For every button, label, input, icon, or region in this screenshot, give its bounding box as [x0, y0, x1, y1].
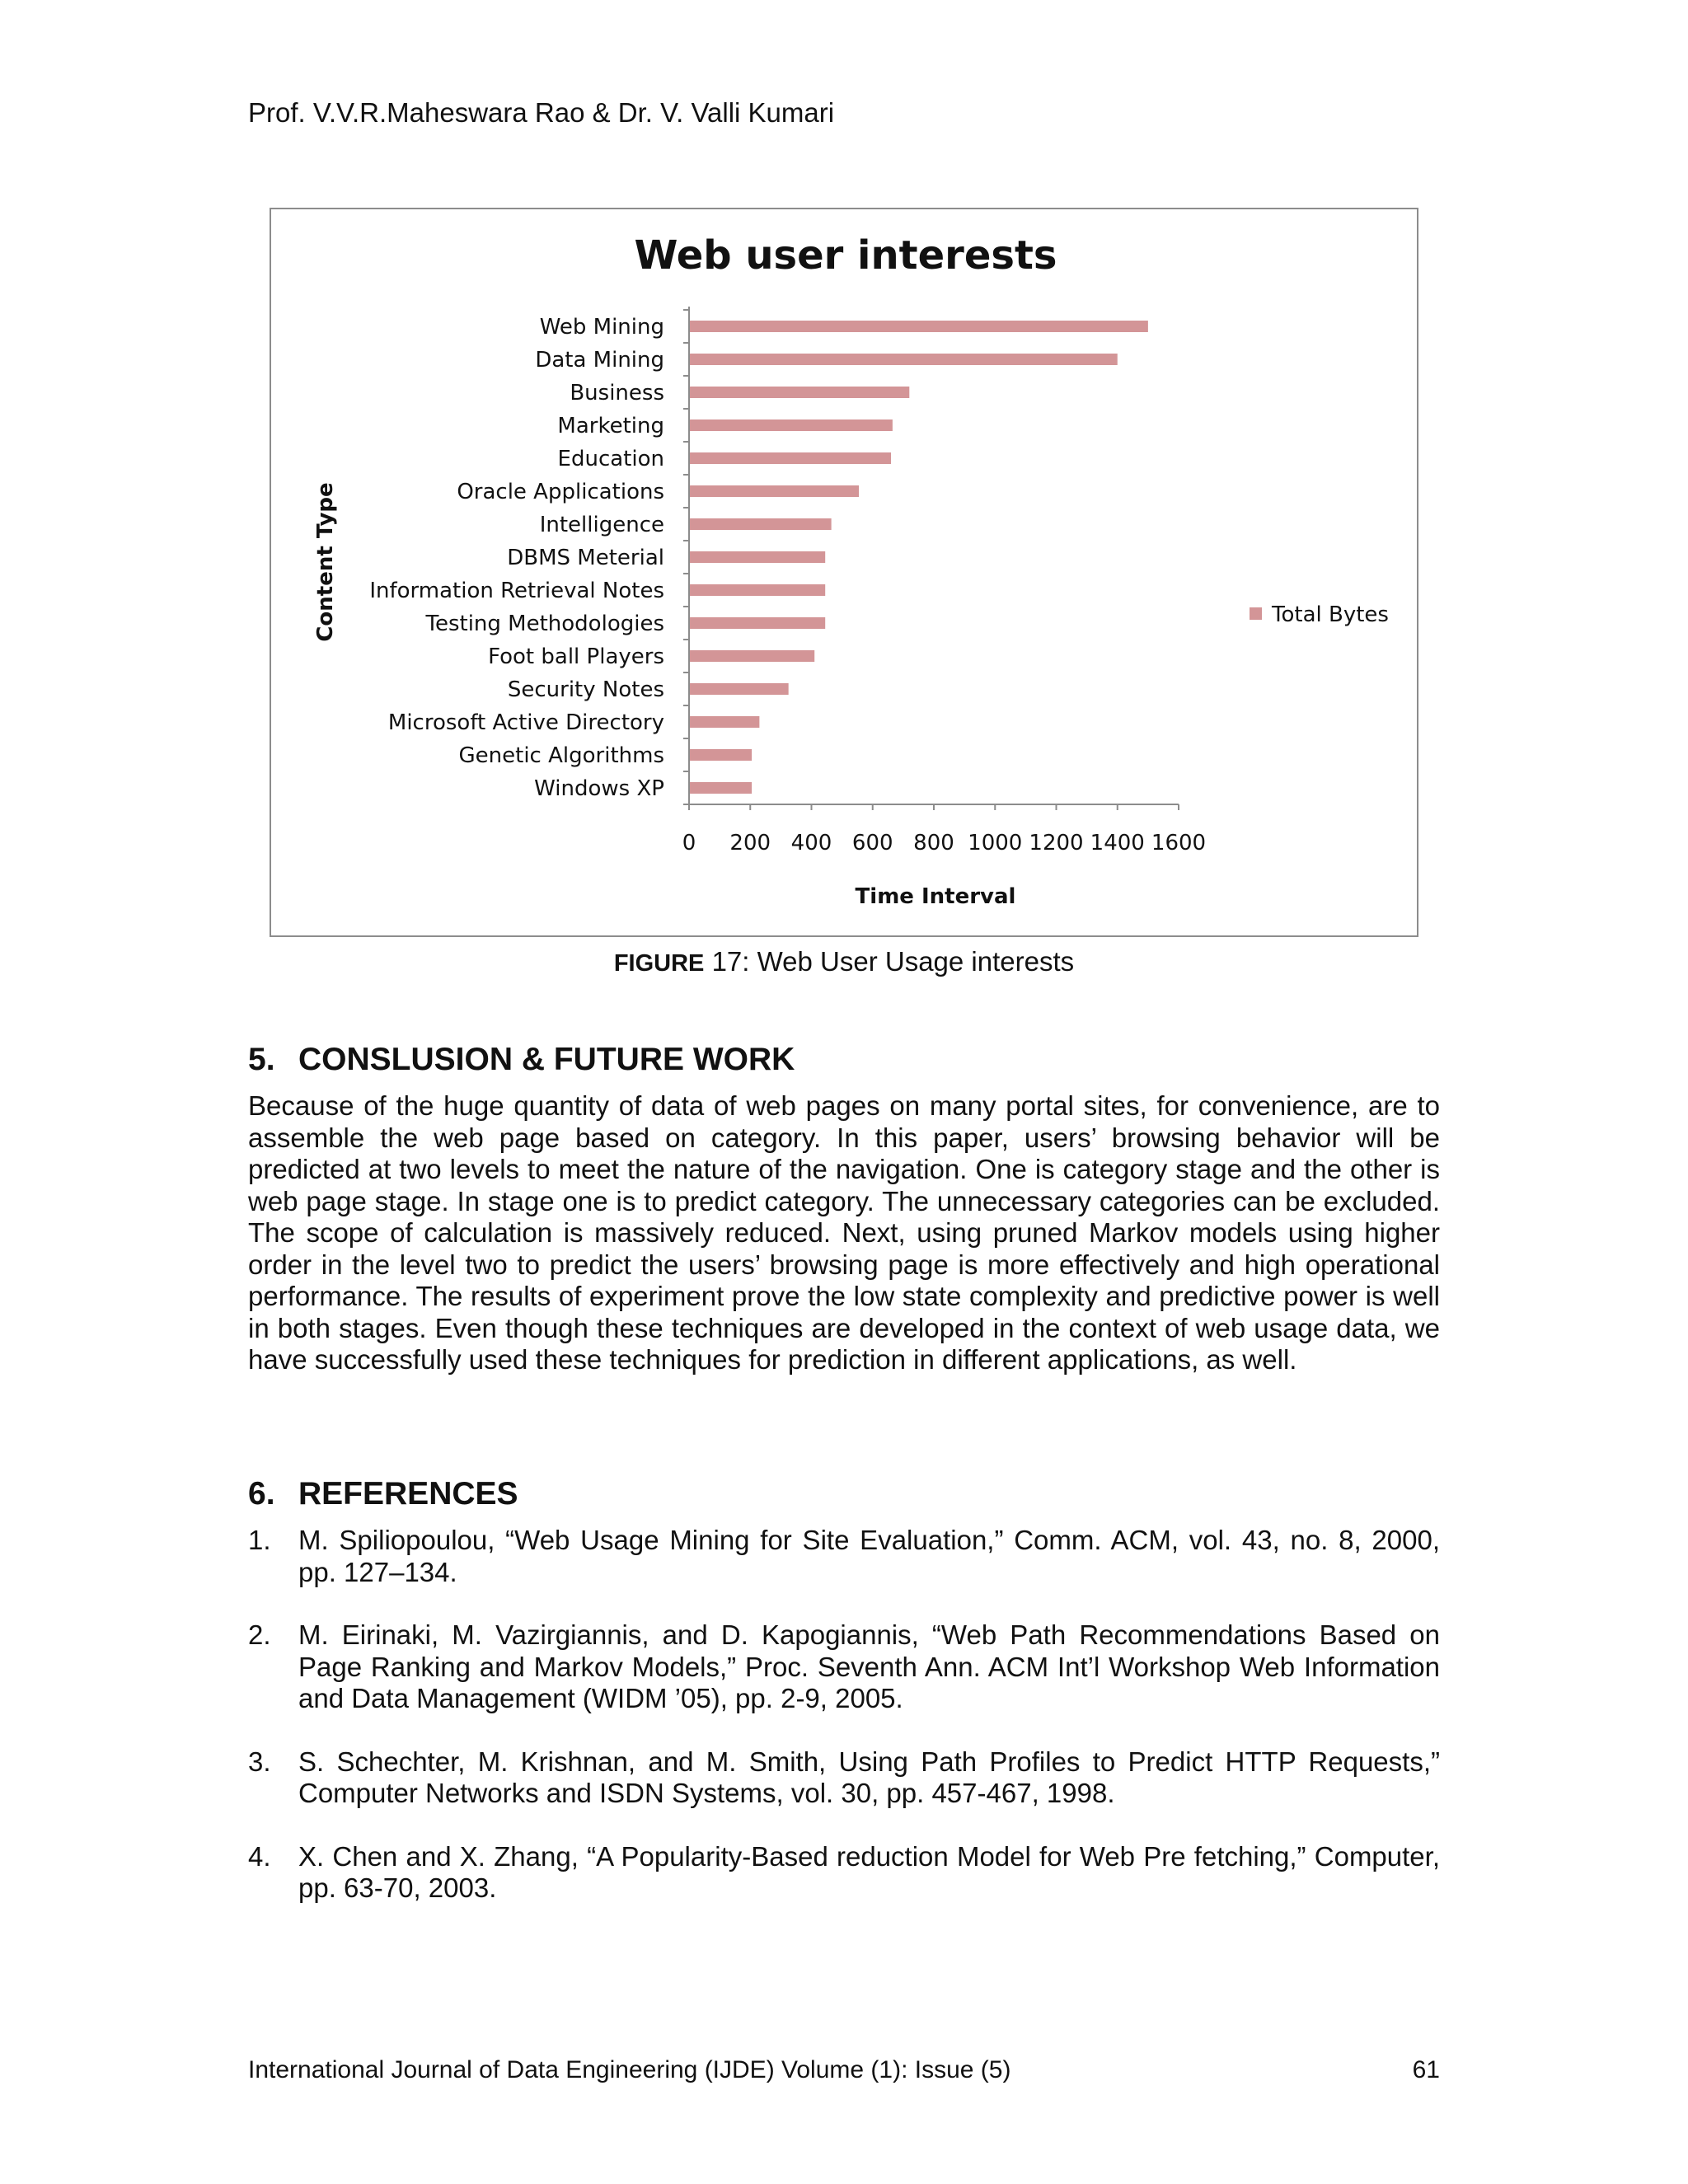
conclusion-paragraph: Because of the huge quantity of data of web pages on many portal sites, for convenience, are to assemble the web page based on category. In this paper, users’ browsing behavior will be predicted at two levels to meet the nature of the navigation. One is category stage and the other is web page stage. In stage one is to predict category. The unnecessary categories can be excluded. The scope of calculation is massively reduced. Next, using pruned Markov models using higher order in the level two to predict the users’ browsing page is more effectively and high operational performance. The results of experiment prove the low state complexity and predictive power is well in both stages. Even though these techniques are developed in the context of web usage data, we have successfully used these techniques for prediction in different applications, as well.: [248, 1090, 1440, 1375]
bar: [689, 584, 825, 596]
category-label: Data Mining: [535, 348, 664, 373]
section-title: REFERENCES: [298, 1476, 518, 1511]
reference-item: [248, 1525, 1440, 1588]
bar: [689, 551, 825, 563]
section-number: 5.: [248, 1042, 275, 1077]
category-label: Business: [570, 381, 664, 405]
bar: [689, 782, 752, 794]
bar: [689, 321, 1148, 332]
x-tick-label: 1200: [1029, 831, 1084, 855]
bar: [689, 749, 752, 761]
reference-item: [248, 1746, 1440, 1810]
reference-list: [248, 1525, 1440, 1936]
category-label: Foot ball Players: [488, 644, 664, 669]
category-label: Oracle Applications: [457, 480, 664, 504]
reference-text: M. Spiliopoulou, “Web Usage Mining for Site Evaluation,” Comm. ACM, vol. 43, no. 8, 2000, pp. 127–134.: [298, 1525, 1440, 1587]
x-tick-label: 1000: [968, 831, 1023, 855]
figure-text: Web User Usage interests: [749, 946, 1075, 977]
bar: [689, 419, 893, 431]
x-tick-label: 200: [729, 831, 771, 855]
x-axis-title: Time Interval: [855, 884, 1016, 909]
bar-chart: [270, 208, 1418, 937]
x-tick-label: 0: [682, 831, 696, 855]
category-label: Web Mining: [539, 315, 664, 340]
section-heading-references: [248, 1476, 518, 1512]
x-tick-label: 1400: [1090, 831, 1145, 855]
running-head: Prof. V.V.R.Maheswara Rao & Dr. V. Valli Kumari: [248, 97, 835, 128]
chart-title: Web user interests: [634, 232, 1057, 279]
reference-item: [248, 1841, 1440, 1905]
footer-page-number: 61: [1412, 2056, 1440, 2083]
figure-label: FIGURE: [613, 950, 705, 977]
category-label: Education: [557, 447, 664, 471]
category-label: Marketing: [557, 414, 664, 438]
category-label: Windows XP: [534, 776, 664, 801]
reference-number: 2.: [248, 1619, 271, 1650]
chart-svg: [271, 209, 1417, 935]
category-label: Security Notes: [507, 677, 664, 702]
reference-number: 3.: [248, 1746, 271, 1777]
reference-text: X. Chen and X. Zhang, “A Popularity-Based reduction Model for Web Pre fetching,” Computer, pp. 63-70, 2003.: [298, 1840, 1440, 1903]
reference-item: [248, 1619, 1440, 1715]
category-label: Microsoft Active Directory: [387, 710, 664, 735]
section-number: 6.: [248, 1476, 275, 1511]
figure-number: 17:: [711, 946, 750, 977]
x-tick-label: 400: [790, 831, 832, 855]
legend-label: Total Bytes: [1272, 602, 1389, 627]
footer-journal: International Journal of Data Engineering (IJDE) Volume (1): Issue (5): [248, 2056, 1011, 2083]
bar: [689, 650, 814, 662]
bar: [689, 387, 909, 398]
category-label: Genetic Algorithms: [458, 743, 664, 768]
bar: [689, 683, 789, 695]
y-axis-title: Content Type: [313, 482, 338, 642]
x-tick-label: 600: [851, 831, 893, 855]
category-label: Intelligence: [539, 513, 664, 537]
legend-swatch: [1250, 607, 1262, 620]
bar: [689, 485, 859, 497]
bar: [689, 452, 891, 464]
bar: [689, 716, 759, 728]
bars-layer: [689, 321, 1148, 794]
bar: [689, 518, 832, 530]
section-title: CONSLUSION & FUTURE WORK: [298, 1042, 795, 1077]
bar: [689, 354, 1118, 365]
x-tick-label: 1600: [1151, 831, 1207, 855]
reference-number: 1.: [248, 1525, 271, 1555]
category-label: Information Retrieval Notes: [369, 579, 664, 603]
section-heading-conclusion: [248, 1042, 795, 1078]
category-label: Testing Methodologies: [425, 612, 664, 636]
reference-text: S. Schechter, M. Krishnan, and M. Smith, Using Path Profiles to Predict HTTP Requests,” Computer Networks and ISDN Systems, vol. 30, pp. 457-467, 1998.: [298, 1746, 1440, 1808]
figure-caption: [0, 946, 1688, 977]
bar: [689, 617, 825, 629]
reference-text: M. Eirinaki, M. Vazirgiannis, and D. Kapogiannis, “Web Path Recommendations Based on Page Ranking and Markov Models,” Proc. Seventh Ann. ACM Int’l Workshop Web Information and Data Management (WIDM ’05), pp. 2-9, 2005.: [298, 1619, 1440, 1713]
x-tick-label: 800: [913, 831, 954, 855]
category-label: DBMS Meterial: [507, 546, 664, 570]
legend: [1250, 602, 1389, 627]
reference-number: 4.: [248, 1840, 271, 1872]
